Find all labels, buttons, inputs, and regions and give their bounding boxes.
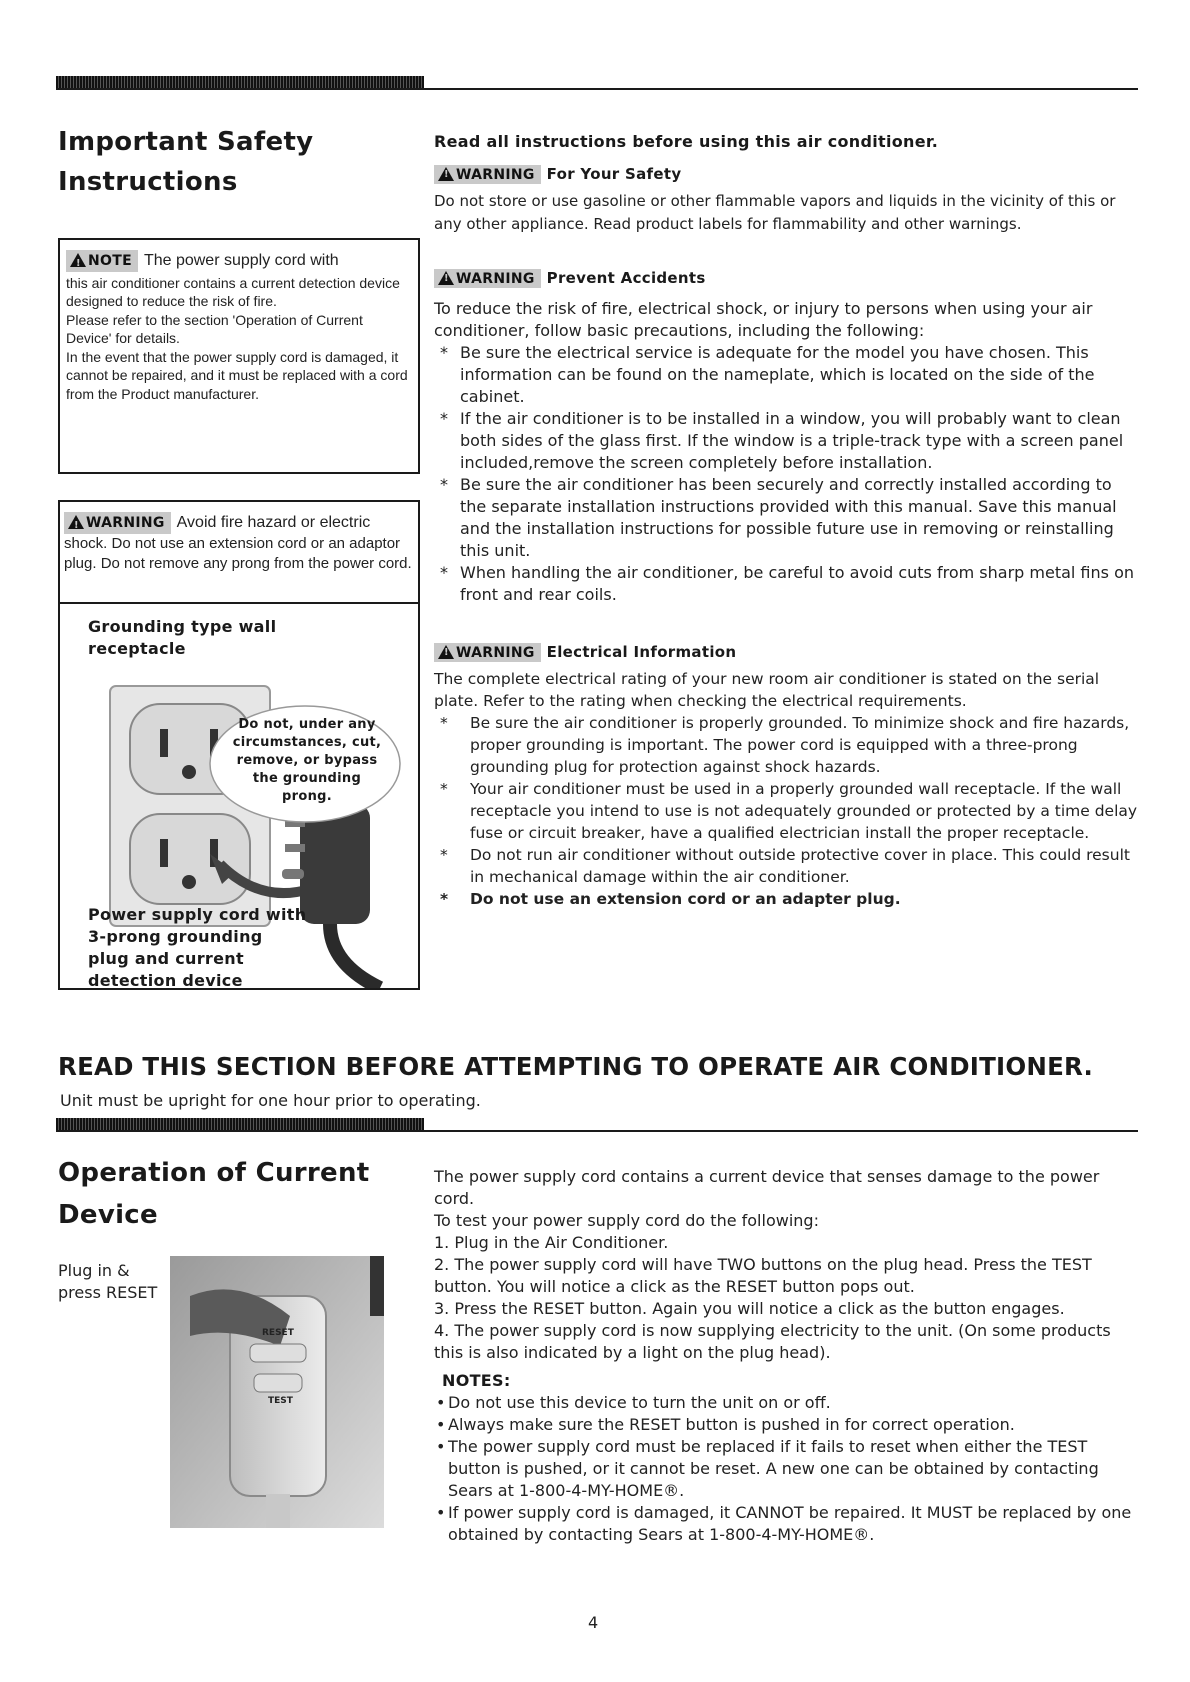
w3-badge: !WARNING [434,643,541,662]
warning-prevent-accidents: !WARNING Prevent Accidents To reduce the risk of fire, electrical shock, or injury to persons when using your air conditioner, follow basic precautions, including the following: * Be sure the electrical service is adequate for the model you have chosen. This information can be found on the nameplate, which is located on the side of the cabinet. * If the air conditioner is to be installed in a window, you will probably want to clean both sides of the glass first. If the window is a triple-track type with a screen panel included,remove the screen completely before installation. * Be sure the air conditioner has been securely and correctly installed according to the separate installation instructions provided with this manual. Save this manual and the installation instructions for possible future use in removing or reinstalling this unit. * When handling the air conditioner, be careful to avoid cuts from sharp metal fins on front and rear coils. [434,268,1140,606]
note-item: • If power supply cord is damaged, it CANNOT be repaired. It MUST be replaced by one obtained by contacting Sears at 1-800-4-MY-HOME®. [434,1502,1140,1546]
operation-step: 2. The power supply cord will have TWO buttons on the plug head. Press the TEST button. You will notice a click as the RESET button pops out. [434,1255,1092,1296]
note-badge: !NOTE [66,250,138,272]
page-number: 4 [588,1613,599,1632]
notes-title: NOTES: [442,1371,511,1390]
figure-label-top: Grounding type wall receptacle [88,617,277,658]
w3-bold-bullet: * Do not use an extension cord or an adapter plug. [434,888,1140,910]
w2-bullet: * When handling the air conditioner, be careful to avoid cuts from sharp metal fins on front and rear coils. [434,562,1140,606]
note-item: • Always make sure the RESET button is pushed in for correct operation. [434,1414,1140,1436]
w2-bullet: * Be sure the air conditioner has been securely and correctly installed according to the separate installation instructions provided with this manual. Save this manual and the installation instructions for possible future use in removing or reinstalling this unit. [434,474,1140,562]
operation-step: 1. Plug in the Air Conditioner. [434,1233,669,1252]
figure-callout: Do not, under any circumstances, cut, remove, or bypass the grounding prong. [232,717,382,804]
operation-step: 3. Press the RESET button. Again you will notice a click as the button engages. [434,1299,1065,1318]
note-item: • The power supply cord must be replaced if it fails to reset when either the TEST button is pushed, or it cannot be reset. A new one can be obtained by contacting Sears at 1-800-4-MY-HOME®. [434,1436,1140,1502]
warning-electrical-information: !WARNING Electrical Information The complete electrical rating of your new room air conditioner is stated on the serial plate. Refer to the rating when checking the electrical requirements. * Be sure the air conditioner is properly grounded. To minimize shock and fire hazards, proper grounding is important. The power cord is equipped with a three-prong grounding plug for protection against shock hazards. * Your air conditioner must be used in a properly grounded wall receptacle. If the wall receptacle you intend to use is not adequately grounded or protected by a time delay fuse or circuit breaker, have a qualified electrician install the proper receptacle. * Do not run air conditioner without outside protective cover in place. This could result in mechanical damage within the air conditioner. * Do not use an extension cord or an adapter plug. [434,642,1140,910]
banner-title: READ THIS SECTION BEFORE ATTEMPTING TO OPERATE AIR CONDITIONER. [58,1052,1094,1081]
warning-for-your-safety: !WARNING For Your Safety Do not store or use gasoline or other flammable vapors and liquids in the vicinity of this or any other appliance. Read product labels for flammability and other warnings. [434,164,1140,236]
plug-head-illustration [170,1256,384,1528]
w3-warning-icon [438,645,454,659]
intro-heading: Read all instructions before using this air conditioner. [434,132,939,151]
w2-badge: !WARNING [434,269,541,288]
caution-icon [70,253,86,267]
note-item: • Do not use this device to turn the unit on or off. [434,1392,1140,1414]
banner-subtitle: Unit must be upright for one hour prior to operating. [60,1091,481,1110]
figure-label-bottom: Power supply cord with 3-prong grounding plug and current detection device [88,905,307,990]
operation-body: The power supply cord contains a current device that senses damage to the power cord. To test your power supply cord do the following: 1. Plug in the Air Conditioner. 2. The power supply cord will have TWO buttons on the plug head. Press the TEST button. You will notice a click as the RESET button pops out. 3. Press the RESET button. Again you will notice a click as the button engages. 4. The power supply cord is now supplying electricity to the unit. (On some products this is also indicated by a light on the plug head). NOTES: • Do not use this device to turn the unit on or off. • Always make sure the RESET button is pushed in for correct operation. • The power supply cord must be replaced if it fails to reset when either the TEST button is pushed, or it cannot be reset. A new one can be obtained by contacting Sears at 1-800-4-MY-HOME®. • If power supply cord is damaged, it CANNOT be repaired. It MUST be replaced by one obtained by contacting Sears at 1-800-4-MY-HOME®. [434,1166,1140,1546]
w3-bullet: * Do not run air conditioner without outside protective cover in place. This could result in mechanical damage within the air conditioner. [434,844,1140,888]
top-rule-line [56,88,1138,90]
warning-icon [68,515,84,529]
w3-bullet: * Be sure the air conditioner is properly grounded. To minimize shock and fire hazards, proper grounding is important. The power cord is equipped with a three-prong grounding plug for protection against shock hazards. [434,712,1140,778]
w3-bullet: * Your air conditioner must be used in a properly grounded wall receptacle. If the wall receptacle you intend to use is not adequately grounded or protected by a time delay fuse or circuit breaker, have a qualified electrician install the proper receptacle. [434,778,1140,844]
w2-warning-icon [438,271,454,285]
w2-bullet: * If the air conditioner is to be installed in a window, you will probably want to clean both sides of the glass first. If the window is a triple-track type with a screen panel included,remove the screen completely before installation. [434,408,1140,474]
test-label: TEST [268,1396,293,1406]
plug-reset-photo [170,1256,384,1528]
warning-badge: !WARNING [64,512,171,534]
operation-step: 4. The power supply cord is now supplying electricity to the unit. (On some products this is also indicated by a light on the plug head). [434,1321,1111,1362]
receptacle-figure [60,604,418,988]
photo-caption: Plug in & press RESET [58,1261,158,1302]
reset-label: RESET [262,1328,294,1338]
w2-bullet: * Be sure the electrical service is adequate for the model you have chosen. This information can be found on the nameplate, which is located on the side of the cabinet. [434,342,1140,408]
mid-rule-line [56,1130,1138,1132]
safety-title: Important Safety Instructions [58,127,314,197]
w1-badge: !WARNING [434,165,541,184]
operation-title: Operation of Current Device [58,1158,370,1230]
warning-figure-box: !WARNING Avoid fire hazard or electric shock. Do not use an extension cord or an adaptor plug. Do not remove any prong from the power cord. Grounding type wall receptacle Do not, under any circumstances, cut, remove, or bypass the grounding prong. Power supply cord with 3-prong grounding plug and current detection device [58,500,420,990]
w1-warning-icon [438,167,454,181]
note-box: !NOTE The power supply cord with this air conditioner contains a current detection device designed to reduce the risk of fire. Please refer to the section 'Operation of Current Device' for details. In the event that the power supply cord is damaged, it cannot be repaired, and it must be replaced with a cord from the Product manufacturer. [58,238,420,474]
